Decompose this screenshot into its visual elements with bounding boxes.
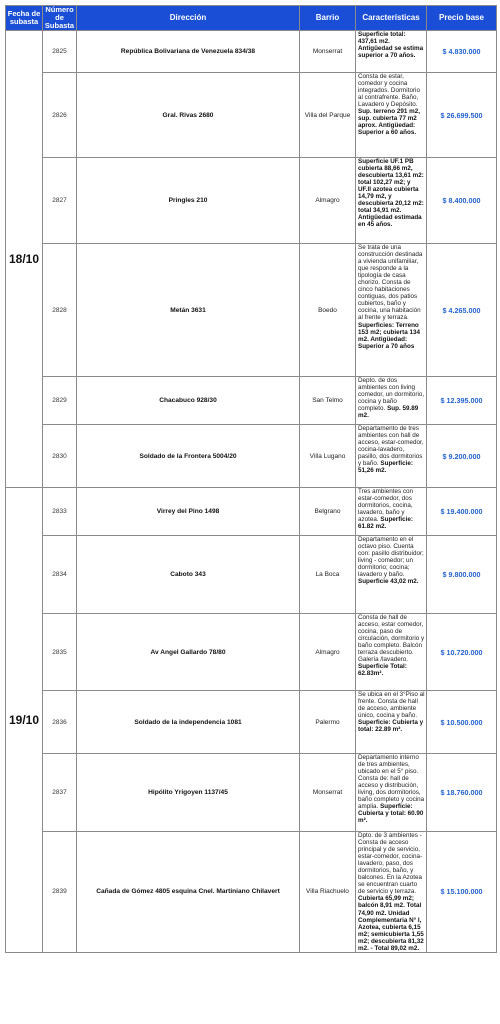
property-features <box>356 832 427 953</box>
property-address: Cañada de Gómez 4805 esquina Cnel. Martiniano Chilavert <box>77 832 300 953</box>
property-features <box>356 536 427 614</box>
base-price: $ 8.400.000 <box>427 158 497 244</box>
property-address: Chacabuco 928/30 <box>77 377 300 425</box>
auction-number: 2834 <box>43 536 77 614</box>
table-row <box>6 536 497 614</box>
table-row <box>6 614 497 691</box>
base-price: $ 9.800.000 <box>427 536 497 614</box>
base-price: $ 9.200.000 <box>427 425 497 488</box>
property-features <box>356 73 427 158</box>
property-address: Pringles 210 <box>77 158 300 244</box>
auction-number: 2827 <box>43 158 77 244</box>
header-direccion: Dirección <box>77 6 300 31</box>
property-address: Caboto 343 <box>77 536 300 614</box>
property-address: Gral. Rivas 2680 <box>77 73 300 158</box>
auction-date: 18/10 <box>6 31 43 488</box>
property-features <box>356 244 427 377</box>
property-features <box>356 614 427 691</box>
base-price: $ 26.699.500 <box>427 73 497 158</box>
property-address: República Bolivariana de Venezuela 834/38 <box>77 31 300 73</box>
base-price: $ 18.760.000 <box>427 754 497 832</box>
property-features <box>356 691 427 754</box>
neighborhood: Villa Lugano <box>300 425 356 488</box>
auction-number: 2837 <box>43 754 77 832</box>
neighborhood: San Telmo <box>300 377 356 425</box>
features-surface: Superficie: Cubierta y total: 22.89 m². <box>358 719 424 734</box>
property-address: Soldado de la Frontera 5004/20 <box>77 425 300 488</box>
table-row <box>6 31 497 73</box>
features-description: Consta de estar, comedor y cocina integrados. Dormitorio al contrafrente. Baño, Lavadero y Depósito. <box>358 73 420 109</box>
auction-date: 19/10 <box>6 488 43 953</box>
property-address: Virrey del Pino 1498 <box>77 488 300 536</box>
auction-number: 2839 <box>43 832 77 953</box>
features-description: Consta de hall de acceso, estar comedor, cocina, paso de circulación, dormitorio y baño completo. Balcón terraza descubierto. Galería /lavadero. <box>358 614 425 664</box>
base-price: $ 4.265.000 <box>427 244 497 377</box>
auction-number: 2833 <box>43 488 77 536</box>
features-surface: Superficie Total: 62.83m². <box>358 663 407 678</box>
features-description: Departamento interno de tres ambientes, ubicado en el 5° piso. Consta de: hall de acceso y distribución, living, dos dormitorios, baño completo y cocina amplia. <box>358 754 425 811</box>
features-description: Dpto. de 3 ambientes - Consta de acceso principal y de servicio, estar-comedor, cocina-lavadero, paso, dos dormitorios, baño, y balcones. En la Azotea se encuentran cuarto de servicio y terraza. <box>358 832 423 896</box>
auction-number: 2826 <box>43 73 77 158</box>
features-description: Tres ambientes con estar-comedor, dos dormitorios, cocina, lavadero, baño y azotea. <box>358 488 414 524</box>
features-surface: Sup. 59.89 m2. <box>358 405 419 420</box>
neighborhood: Villa del Parque <box>300 73 356 158</box>
property-features <box>356 488 427 536</box>
table-row <box>6 754 497 832</box>
base-price: $ 10.500.000 <box>427 691 497 754</box>
neighborhood: Villa Riachuelo <box>300 832 356 953</box>
features-description: Departamento de tres ambientes con hall de acceso, estar-comedor, cocina-lavadero, pasillo, dos dormitorios y baño. <box>358 425 424 468</box>
table-row <box>6 73 497 158</box>
table-body <box>6 31 497 953</box>
features-surface: Superficies: Terreno 153 m2; cubierta 134 m2. Antigüedad: Superior a 70 años <box>358 321 420 350</box>
neighborhood: La Boca <box>300 536 356 614</box>
header-precio: Precio base <box>427 6 497 31</box>
property-features <box>356 425 427 488</box>
table-row <box>6 158 497 244</box>
header-numero: Número de Subasta <box>43 6 77 31</box>
features-surface: Sup. terreno 291 m2, sup. cubierta 77 m2 aprox. Antigüedad: Superior a 60 años. <box>358 108 420 137</box>
auction-number: 2828 <box>43 244 77 377</box>
header-caracteristicas: Características <box>356 6 427 31</box>
base-price: $ 19.400.000 <box>427 488 497 536</box>
base-price: $ 15.100.000 <box>427 832 497 953</box>
table-row <box>6 377 497 425</box>
features-description: Se trata de una construcción destinada a vivienda unifamiliar, que responde a la tipología de casa chorizo. Consta de cinco habitaciones contiguas, dos patios cubiertos, baño y cocina, una habitación al frente y terraza. <box>358 244 423 322</box>
neighborhood: Almagro <box>300 614 356 691</box>
property-address: Metán 3631 <box>77 244 300 377</box>
features-surface: Cubierta 65,99 m2; balcón 8,91 m2. Total 74,90 m2. Unidad Complementaria N° I, Azotea, cubierta 6,15 m2; semicubierta 1,55 m2; descubierta 81,32 m2. - Total 89,02 m2. <box>358 895 424 952</box>
property-address: Av Angel Gallardo 78/80 <box>77 614 300 691</box>
neighborhood: Monserrat <box>300 31 356 73</box>
neighborhood: Belgrano <box>300 488 356 536</box>
features-description: Depto. de dos ambientes con living comedor, un dormitorio, cocina y baño completo. <box>358 377 425 413</box>
features-surface: Superficie UF.1 PB cubierta 88,66 m2, descubierta 13,61 m2: total 102,27 m2; y UF.II azotea cubierta 14,79 m2, y descubierta 20,12 m2: total 34,91 m2. Antigüedad estimada en 45 años. <box>358 158 424 229</box>
property-features <box>356 158 427 244</box>
features-surface: Superficie 43,02 m2. <box>358 578 419 586</box>
neighborhood: Boedo <box>300 244 356 377</box>
auction-table <box>5 5 497 953</box>
auction-number: 2829 <box>43 377 77 425</box>
features-surface: Superficie total: 437,61 m2. Antigüedad se estima superior a 70 años. <box>358 31 424 60</box>
features-description: Se ubica en el 3°Piso al frente. Consta de hall de acceso, ambiente único, cocina y baño. <box>358 691 425 720</box>
table-row <box>6 832 497 953</box>
neighborhood: Palermo <box>300 691 356 754</box>
auction-number: 2836 <box>43 691 77 754</box>
features-description: Departamento en el octavo piso. Cuenta con: pasillo distribuidor; living - comedor; un dormitorio; cocina; lavadero y baño. <box>358 536 424 579</box>
base-price: $ 10.720.000 <box>427 614 497 691</box>
header-barrio: Barrio <box>300 6 356 31</box>
neighborhood: Monserrat <box>300 754 356 832</box>
table-row <box>6 425 497 488</box>
property-features <box>356 31 427 73</box>
neighborhood: Almagro <box>300 158 356 244</box>
auction-number: 2825 <box>43 31 77 73</box>
auction-number: 2830 <box>43 425 77 488</box>
table-row <box>6 691 497 754</box>
table-row <box>6 244 497 377</box>
property-address: Hipólito Yrigoyen 1137/45 <box>77 754 300 832</box>
header-fecha: Fecha de subasta <box>6 6 43 31</box>
table-header-row <box>6 6 497 31</box>
base-price: $ 4.830.000 <box>427 31 497 73</box>
property-features <box>356 377 427 425</box>
base-price: $ 12.395.000 <box>427 377 497 425</box>
auction-number: 2835 <box>43 614 77 691</box>
features-surface: Superficie: 61.82 m2. <box>358 516 413 531</box>
property-address: Soldado de la independencia 1081 <box>77 691 300 754</box>
property-features <box>356 754 427 832</box>
table-row <box>6 488 497 536</box>
features-surface: Superficie: 51,26 m2. <box>358 460 413 475</box>
features-surface: Superficie: Cubierta y total: 60.90 m². <box>358 803 424 825</box>
